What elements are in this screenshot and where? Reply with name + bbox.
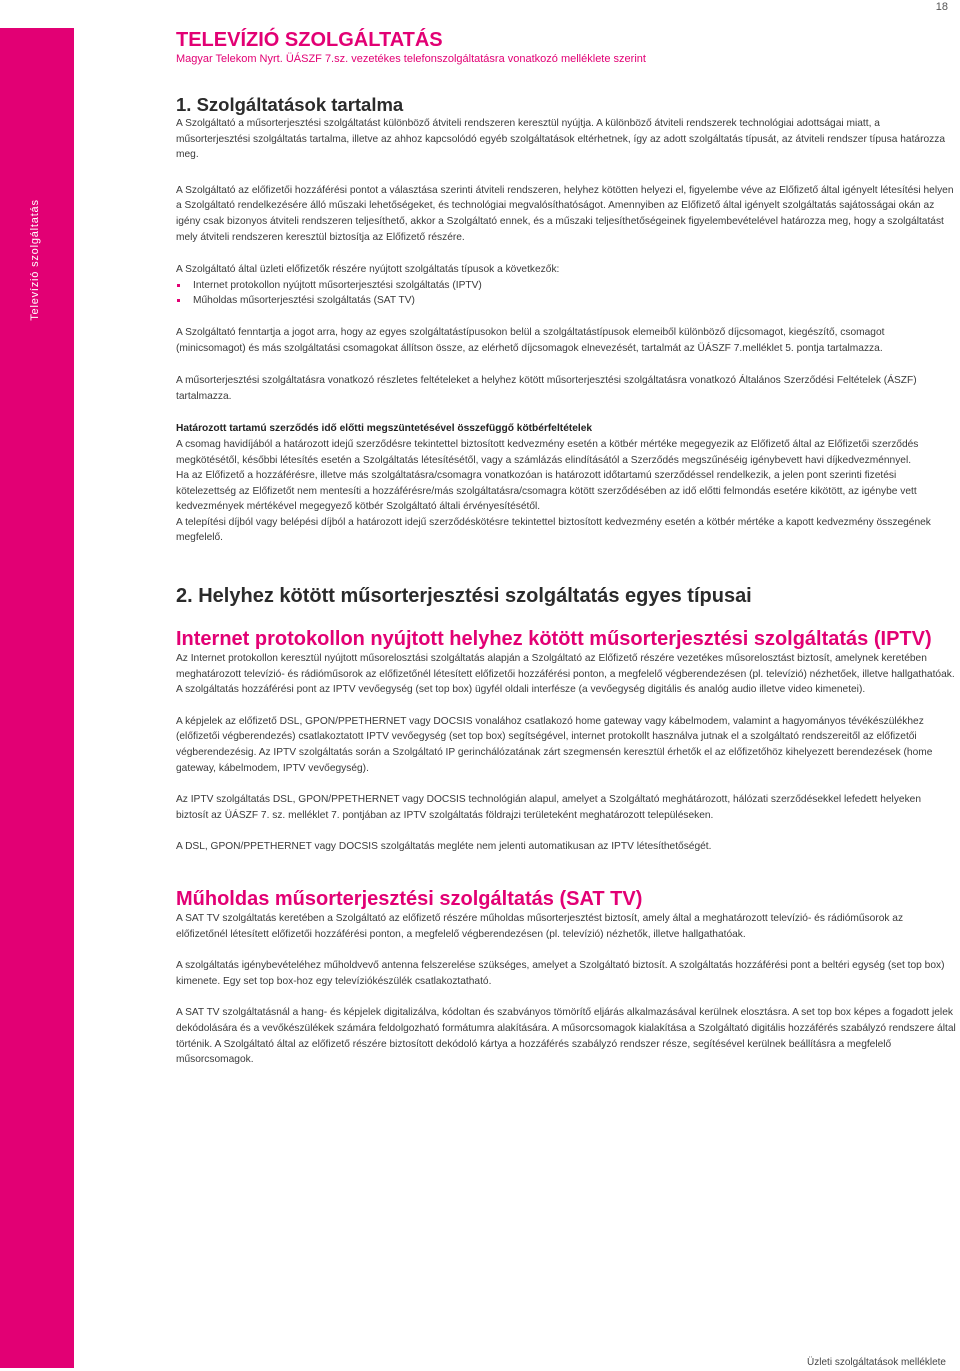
iptv-paragraph-4: Az IPTV szolgáltatás DSL, GPON/PPETHERNET vagy DOCSIS technológián alapul, amelyet a Szolgáltató meghátározott, hálózati szerződésekkel lefedett helyeken biztosít az ÜÁSZF 7. sz. melléklet 7. pontjában az IPTV szolgáltatás földrajzi területeként meghatározott településeken. (176, 794, 922, 821)
list-item: Internet protokollon nyújtott műsorterjesztési szolgáltatás (IPTV) (176, 278, 956, 294)
document-title: TELEVÍZIÓ SZOLGÁLTATÁS (176, 29, 443, 51)
side-tab-label-wrap (23, 190, 49, 330)
section1-paragraph-1: A Szolgáltató a műsorterjesztési szolgáltatást különböző átviteli rendszeren keresztül nyújtja. A különböző átviteli rendszerek technológiai adottságai miatt, a műsorterjesztési szolgáltatás tartalma, illetve az ahhoz kapcsolódó egyéb szolgáltatások eltérhetnek, így az adott szolgáltatás típusát, az átviteli rendszer típusa határozza meg. (176, 118, 946, 161)
section1-paragraph-8: A telepítési díjból vagy belépési díjból a határozott idejű szerződéskötésre tekintettel biztosított kedvezmény esetén a kötbér mértéke a kapott kedvezmény összegének megfelelő. (176, 516, 931, 544)
service-type-list (176, 278, 956, 309)
section1-paragraph-7: Ha az Előfizető a hozzáférésre, illetve más szolgáltatásra/csomagra vonatkozóan is határozott időtartamú szerződéssel rendelkezik, a jelen pont szerinti fizetési kötelezettség az Előfizetőt nem mentesíti a hozzáférésre/más szolgáltatásra/csomagra kötött szerződésében az idő előtti felmondás esetére kikötött, az igénybe vett kedvezmények mértékével megegyező kötbér Szolgáltató általi érvényesítésétől. (176, 470, 917, 513)
section1-paragraph-6: A csomag havidíjából a határozott idejű szerződésre tekintettel biztosított kedvezmény esetén a kötbér mértéke megegyezik az Előfizető által az Előfizetői szerződés megkötésétől, későbbi létesítés esetén a Szolgáltatás létesítésétől, vagy a számlázás elindításától a Szerződés megszűnéséig igénybevett havi díjkedvezménnyel. (176, 438, 919, 466)
iptv-heading: Internet protokollon nyújtott helyhez kötött műsorterjesztési szolgáltatás (IPTV) (176, 628, 932, 651)
side-tab-label: Televízió szolgáltatás (29, 199, 42, 321)
iptv-paragraph-1: Az Internet protokollon keresztül nyújtott műsorelosztási szolgáltatás alapján a Szolgáltató az Előfizető részére vezetékes műsorelosztást biztosít, amelynek keretében meghatározott televízió- és rádióműsorok az előfizetőnél létesített előfizetői hozzáférési ponton, a megfelelő végberendezésen (pl. televízió) nézhetőek, illetve hallgathatóak. (176, 653, 955, 680)
section1-paragraph-3: A Szolgáltató által üzleti előfizetők részére nyújtott szolgáltatás típusok a következők: (176, 264, 560, 276)
list-item: Műholdas műsorterjesztési szolgáltatás (SAT TV) (176, 293, 956, 309)
sat-heading: Műholdas műsorterjesztési szolgáltatás (SAT TV) (176, 888, 643, 910)
penalty-heading: Határozott tartamú szerződés idő előtti megszüntetésével összefüggő kötbérfeltételek (176, 423, 593, 435)
page-number: 18 (935, 1, 948, 13)
section2-heading: 2. Helyhez kötött műsorterjesztési szolgáltatás egyes típusai (176, 585, 752, 608)
section1-paragraph-2: A Szolgáltató az előfizetői hozzáférési pontot a választása szerinti átviteli rendszeren, helyhez kötötten helyezi el, figyelembe véve az Előfizető által igényelt létesítési helyen a Szolgáltató rendelkezésére álló műszaki lehetőségeket, és technológiai megvalósíthatóságot. Amennyiben az Előfizető által igényelt szolgáltatás sajátosságai okán az igény csak bizonyos átviteli rendszeren teljesíthető, akkor a Szolgáltató ennek, és a műszaki teljesíthetőségeinek figyelembevételével határozza meg, hogy a szolgáltatást mely átviteli rendszeren keresztül biztosítja az Előfizető részére. (176, 184, 954, 243)
document-subtitle: Magyar Telekom Nyrt. ÜÁSZF 7.sz. vezetékes telefonszolgáltatásra vonatkozó melléklete szerint (176, 53, 646, 65)
sat-paragraph-3: A SAT TV szolgáltatásnál a hang- és képjelek digitalizálva, kódoltan és szabványos tömörítő eljárás alkalmazásával kerülnek elosztásra. A set top box képes a fogadott jelek dekódolására és a vevőkészülékek számára feldolgozható formátumra alakítására. A műsorcsomagok kialakítása a Szolgáltató digitális hozzáférés szabályzó rendszere által történik. A Szolgáltató által az előfizető részére biztosított dekódoló kártya a hozzáférés szabályzó rendszer része, segítésével kerülnek beállításra a megfelelő műsorcsomagok. (176, 1007, 956, 1066)
section1-paragraph-4: A Szolgáltató fenntartja a jogot arra, hogy az egyes szolgáltatástípusokon belül a szolgáltatástípusok elemeiből különböző díjcsomagot, kiegészítő, csomagot (minicsomagot) és más szolgáltatási csomagokat állítson össze, az elérhető díjcsomagok elnevezését, tartalmát az ÜÁSZF 7.melléklet 5. pontja tartalmazza. (176, 326, 885, 354)
iptv-paragraph-2: A szolgáltatás hozzáférési pont az IPTV vevőegység (set top box) ügyfél oldali interfésze (a vevőegység digitális és analóg audio illetve video kimenetei). (176, 684, 866, 696)
footer-label: Üzleti szolgáltatások melléklete (807, 1357, 946, 1368)
iptv-paragraph-3: A képjelek az előfizető DSL, GPON/PPETHERNET vagy DOCSIS vonalához csatlakozó home gateway vagy kábelmodem, valamint a hagyományos tévékészülékhez (előfizetői végberendezés) csatlakoztatott IPTV vevőegység (set top box) segítségével, internet protokollt használva jutnak el a szolgáltató rendszereitől az előfizetői végberendezésig. Az IPTV szolgáltatás során a Szolgáltató IP gerinchálózatának zárt szegmensén keresztül érhetők el az előfizetőhöz kihelyezett berendezések (home gateway, kábelmodem, IPTV vevőegység). (176, 715, 933, 774)
iptv-paragraph-5: A DSL, GPON/PPETHERNET vagy DOCSIS szolgáltatás megléte nem jelenti automatikusan az IPTV létesíthetőségét. (176, 841, 712, 853)
document-content (176, 28, 956, 1068)
section1-paragraph-5: A műsorterjesztési szolgáltatásra vonatkozó részletes feltételeket a helyhez kötött műsorterjesztési szolgáltatásra vonatkozó Általános Szerződési Feltételek (ÁSZF) tartalmazza. (176, 375, 917, 402)
sat-paragraph-1: A SAT TV szolgáltatás keretében a Szolgáltató az előfizető részére műholdas műsorterjesztést biztosít, amely által a meghatározott televízió- és rádióműsorok az előfizetőnél létesített előfizetői hozzáférési ponton, a megfelelő végberendezésen (pl. televízió) nézhetők, illetve hallgathatóak. (176, 913, 904, 940)
sat-paragraph-2: A szolgáltatás igénybevételéhez műholdvevő antenna felszerelése szükséges, amelyet a Szolgáltató biztosít. A szolgáltatás hozzáférési pont a beltéri egység (set top box) kimenete. Egy set top box-hoz egy televíziókészülék csatlakoztatható. (176, 960, 945, 987)
section1-heading: 1. Szolgáltatások tartalma (176, 94, 404, 115)
